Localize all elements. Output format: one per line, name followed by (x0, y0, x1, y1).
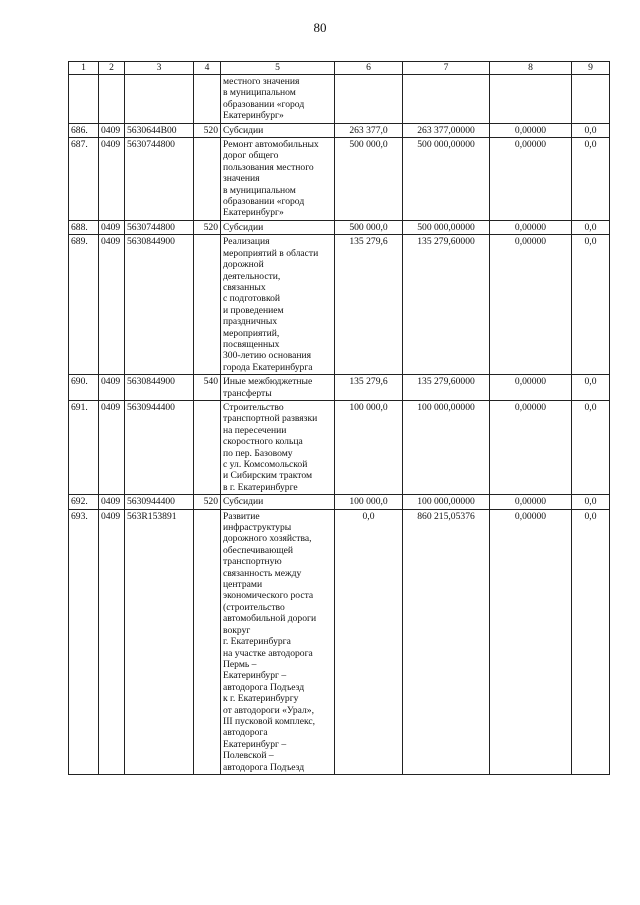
table-row (69, 138, 610, 221)
table-row (69, 75, 610, 124)
expense-type-code (194, 235, 221, 375)
target-article-code: 5630844900 (125, 375, 194, 401)
amount-col7: 135 279,60000 (403, 375, 490, 401)
section-code: 0409 (99, 400, 125, 494)
column-header: 3 (125, 62, 194, 75)
target-article-code: 5630744800 (125, 220, 194, 234)
amount-col9: 0,0 (572, 220, 610, 234)
row-number: 688. (69, 220, 99, 234)
item-name: Субсидии (221, 220, 335, 234)
amount-col6 (335, 75, 403, 124)
section-code: 0409 (99, 375, 125, 401)
table-header-row (69, 62, 610, 75)
budget-table (68, 61, 610, 775)
amount-col8: 0,00000 (490, 123, 572, 137)
section-code: 0409 (99, 509, 125, 774)
page-number: 80 (313, 20, 327, 35)
amount-col6: 135 279,6 (335, 235, 403, 375)
section-code: 0409 (99, 123, 125, 137)
amount-col7 (403, 75, 490, 124)
column-header: 6 (335, 62, 403, 75)
table-row (69, 220, 610, 234)
amount-col8: 0,00000 (490, 509, 572, 774)
section-code: 0409 (99, 495, 125, 509)
expense-type-code: 520 (194, 220, 221, 234)
amount-col6: 500 000,0 (335, 220, 403, 234)
column-header: 5 (221, 62, 335, 75)
expense-type-code: 540 (194, 375, 221, 401)
target-article-code: 5630644В00 (125, 123, 194, 137)
column-header: 1 (69, 62, 99, 75)
expense-type-code: 520 (194, 123, 221, 137)
amount-col9: 0,0 (572, 509, 610, 774)
table-row (69, 509, 610, 774)
amount-col9 (572, 75, 610, 124)
expense-type-code (194, 138, 221, 221)
item-name: Ремонт автомобильных дорог общего пользования местного значения в муниципальном образовании «город Екатеринбург» (221, 138, 335, 221)
amount-col7: 500 000,00000 (403, 138, 490, 221)
amount-col8: 0,00000 (490, 375, 572, 401)
target-article-code: 5630944400 (125, 495, 194, 509)
row-number (69, 75, 99, 124)
table-row (69, 375, 610, 401)
amount-col6: 500 000,0 (335, 138, 403, 221)
amount-col8: 0,00000 (490, 235, 572, 375)
expense-type-code (194, 75, 221, 124)
amount-col7: 500 000,00000 (403, 220, 490, 234)
amount-col9: 0,0 (572, 235, 610, 375)
target-article-code: 5630944400 (125, 400, 194, 494)
amount-col8: 0,00000 (490, 400, 572, 494)
table-row (69, 123, 610, 137)
row-number: 693. (69, 509, 99, 774)
row-number: 687. (69, 138, 99, 221)
expense-type-code (194, 509, 221, 774)
column-header: 7 (403, 62, 490, 75)
amount-col9: 0,0 (572, 400, 610, 494)
amount-col7: 135 279,60000 (403, 235, 490, 375)
amount-col9: 0,0 (572, 375, 610, 401)
item-name: Иные межбюджетные трансферты (221, 375, 335, 401)
item-name: Субсидии (221, 123, 335, 137)
amount-col9: 0,0 (572, 495, 610, 509)
amount-col6: 100 000,0 (335, 495, 403, 509)
amount-col7: 100 000,00000 (403, 400, 490, 494)
amount-col7: 263 377,00000 (403, 123, 490, 137)
amount-col8 (490, 75, 572, 124)
target-article-code: 563R153891 (125, 509, 194, 774)
target-article-code: 5630744800 (125, 138, 194, 221)
table-row (69, 495, 610, 509)
item-name: Реализация мероприятий в области дорожной деятельности, связанных с подготовкой и проведением праздничных мероприятий, посвященных 300-летию основания города Екатеринбурга (221, 235, 335, 375)
item-name: Строительство транспортной развязки на пересечении скоростного кольца по пер. Базовому с ул. Комсомольской и Сибирским трактом в г. Екатеринбурге (221, 400, 335, 494)
column-header: 4 (194, 62, 221, 75)
expense-type-code (194, 400, 221, 494)
amount-col6: 100 000,0 (335, 400, 403, 494)
expense-type-code: 520 (194, 495, 221, 509)
section-code: 0409 (99, 138, 125, 221)
section-code: 0409 (99, 220, 125, 234)
target-article-code: 5630844900 (125, 235, 194, 375)
section-code (99, 75, 125, 124)
target-article-code (125, 75, 194, 124)
item-name: местного значения в муниципальном образовании «город Екатеринбург» (221, 75, 335, 124)
amount-col8: 0,00000 (490, 495, 572, 509)
row-number: 692. (69, 495, 99, 509)
column-header: 8 (490, 62, 572, 75)
section-code: 0409 (99, 235, 125, 375)
item-name: Субсидии (221, 495, 335, 509)
row-number: 691. (69, 400, 99, 494)
amount-col9: 0,0 (572, 138, 610, 221)
row-number: 686. (69, 123, 99, 137)
row-number: 690. (69, 375, 99, 401)
amount-col7: 100 000,00000 (403, 495, 490, 509)
amount-col6: 135 279,6 (335, 375, 403, 401)
amount-col7: 860 215,05376 (403, 509, 490, 774)
row-number: 689. (69, 235, 99, 375)
amount-col6: 263 377,0 (335, 123, 403, 137)
amount-col6: 0,0 (335, 509, 403, 774)
column-header: 2 (99, 62, 125, 75)
table-row (69, 400, 610, 494)
amount-col8: 0,00000 (490, 138, 572, 221)
table-row (69, 235, 610, 375)
amount-col9: 0,0 (572, 123, 610, 137)
amount-col8: 0,00000 (490, 220, 572, 234)
item-name: Развитие инфраструктуры дорожного хозяйства, обеспечивающей транспортную связанность между центрами экономического роста (строительство автомобильной дороги вокруг г. Екатеринбурга на участке автодорога Пермь – Екатеринбург – автодорога Подъезд к г. Екатеринбургу от автодороги «Урал», III пусковой комплекс, автодорога Екатеринбург – Полевской – автодорога Подъезд (221, 509, 335, 774)
column-header: 9 (572, 62, 610, 75)
